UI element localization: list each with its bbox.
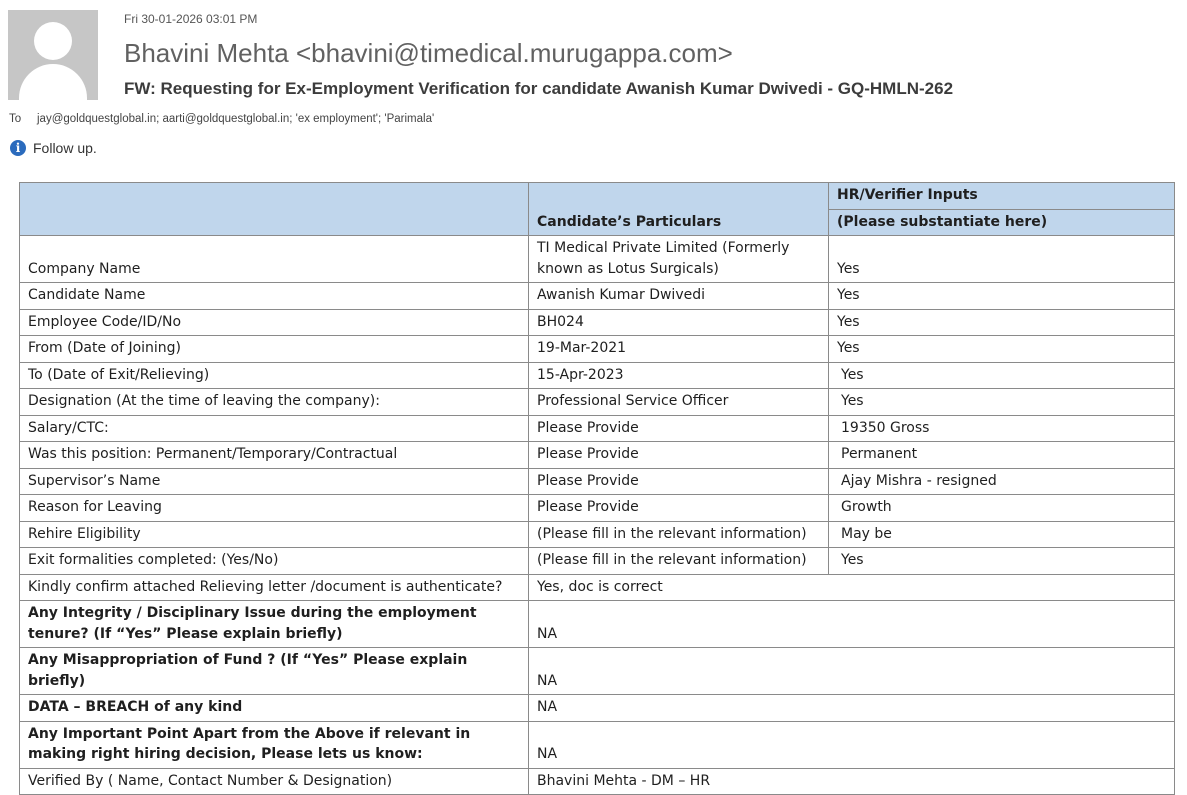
- row-particular: Please Provide: [529, 442, 829, 469]
- row-input: Yes: [829, 336, 1175, 363]
- email-subject: FW: Requesting for Ex-Employment Verification for candidate Awanish Kumar Dwivedi - GQ-HMLN-262: [124, 79, 954, 98]
- row-particular: TI Medical Private Limited (Formerly known as Lotus Surgicals): [529, 236, 829, 283]
- row-label: Was this position: Permanent/Temporary/Contractual: [20, 442, 529, 469]
- row-input: May be: [829, 521, 1175, 548]
- table-row: [20, 548, 1175, 575]
- row-value: Bhavini Mehta - DM – HR: [529, 768, 1175, 795]
- row-input: Yes: [829, 236, 1175, 283]
- recipients-list[interactable]: jay@goldquestglobal.in; aarti@goldquestglobal.in; 'ex employment'; 'Parimala': [37, 113, 435, 125]
- row-value: Yes, doc is correct: [529, 574, 1175, 601]
- row-label: Any Important Point Apart from the Above if relevant in making right hiring decision, Please lets us know:: [20, 721, 529, 768]
- table-row: [20, 521, 1175, 548]
- table-row: [20, 601, 1175, 648]
- row-particular: Awanish Kumar Dwivedi: [529, 283, 829, 310]
- follow-up-text: Follow up.: [33, 140, 97, 156]
- row-label: DATA – BREACH of any kind: [20, 695, 529, 722]
- row-particular: Professional Service Officer: [529, 389, 829, 416]
- row-value: NA: [529, 648, 1175, 695]
- row-input: Growth: [829, 495, 1175, 522]
- table-row: [20, 768, 1175, 795]
- table-row: [20, 695, 1175, 722]
- follow-up-flag[interactable]: [10, 140, 97, 156]
- table-row: [20, 283, 1175, 310]
- table-row: [20, 442, 1175, 469]
- info-icon: i: [10, 140, 26, 156]
- row-particular: Please Provide: [529, 415, 829, 442]
- table-row: [20, 468, 1175, 495]
- table-row: [20, 362, 1175, 389]
- table-row: [20, 309, 1175, 336]
- row-label: Any Integrity / Disciplinary Issue during the employment tenure? (If “Yes” Please explain briefly): [20, 601, 529, 648]
- table-row: [20, 389, 1175, 416]
- header-empty-cell: [20, 183, 529, 236]
- verification-table: [19, 182, 1175, 795]
- row-label: Reason for Leaving: [20, 495, 529, 522]
- row-value: NA: [529, 601, 1175, 648]
- row-label: Employee Code/ID/No: [20, 309, 529, 336]
- avatar-body-shape: [19, 64, 87, 100]
- row-particular: (Please fill in the relevant information): [529, 521, 829, 548]
- row-label: Candidate Name: [20, 283, 529, 310]
- row-input: Yes: [829, 309, 1175, 336]
- row-label: Designation (At the time of leaving the company):: [20, 389, 529, 416]
- row-input: Permanent: [829, 442, 1175, 469]
- recipients-row: [9, 113, 434, 125]
- row-input: Yes: [829, 389, 1175, 416]
- row-input: Yes: [829, 283, 1175, 310]
- row-label: Any Misappropriation of Fund ? (If “Yes” Please explain briefly): [20, 648, 529, 695]
- header-candidate-particulars: Candidate’s Particulars: [529, 183, 829, 236]
- avatar-head-shape: [34, 22, 72, 60]
- row-label: Salary/CTC:: [20, 415, 529, 442]
- row-particular: Please Provide: [529, 495, 829, 522]
- row-label: Kindly confirm attached Relieving letter /document is authenticate?: [20, 574, 529, 601]
- table-header-row: [20, 183, 1175, 210]
- row-label: From (Date of Joining): [20, 336, 529, 363]
- table-row: [20, 721, 1175, 768]
- row-particular: 19-Mar-2021: [529, 336, 829, 363]
- row-label: Verified By ( Name, Contact Number & Designation): [20, 768, 529, 795]
- row-value: NA: [529, 721, 1175, 768]
- row-label: Rehire Eligibility: [20, 521, 529, 548]
- email-date: Fri 30-01-2026 03:01 PM: [124, 12, 258, 26]
- row-label: Exit formalities completed: (Yes/No): [20, 548, 529, 575]
- row-input: Yes: [829, 362, 1175, 389]
- header-hr-verifier-inputs: HR/Verifier Inputs: [829, 183, 1175, 210]
- sender-avatar: [8, 10, 98, 100]
- table-row: [20, 648, 1175, 695]
- row-particular: (Please fill in the relevant information): [529, 548, 829, 575]
- row-input: 19350 Gross: [829, 415, 1175, 442]
- table-row: [20, 336, 1175, 363]
- row-value: NA: [529, 695, 1175, 722]
- row-label: Supervisor’s Name: [20, 468, 529, 495]
- table-row: [20, 415, 1175, 442]
- row-input: Ajay Mishra - resigned: [829, 468, 1175, 495]
- row-particular: BH024: [529, 309, 829, 336]
- to-label: To: [9, 113, 22, 125]
- row-particular: 15-Apr-2023: [529, 362, 829, 389]
- table-row: [20, 236, 1175, 283]
- table-row: [20, 495, 1175, 522]
- row-label: To (Date of Exit/Relieving): [20, 362, 529, 389]
- row-label: Company Name: [20, 236, 529, 283]
- email-sender[interactable]: Bhavini Mehta <bhavini@timedical.murugappa.com>: [124, 38, 733, 68]
- header-substantiate: (Please substantiate here): [829, 209, 1175, 236]
- table-row: [20, 574, 1175, 601]
- row-input: Yes: [829, 548, 1175, 575]
- row-particular: Please Provide: [529, 468, 829, 495]
